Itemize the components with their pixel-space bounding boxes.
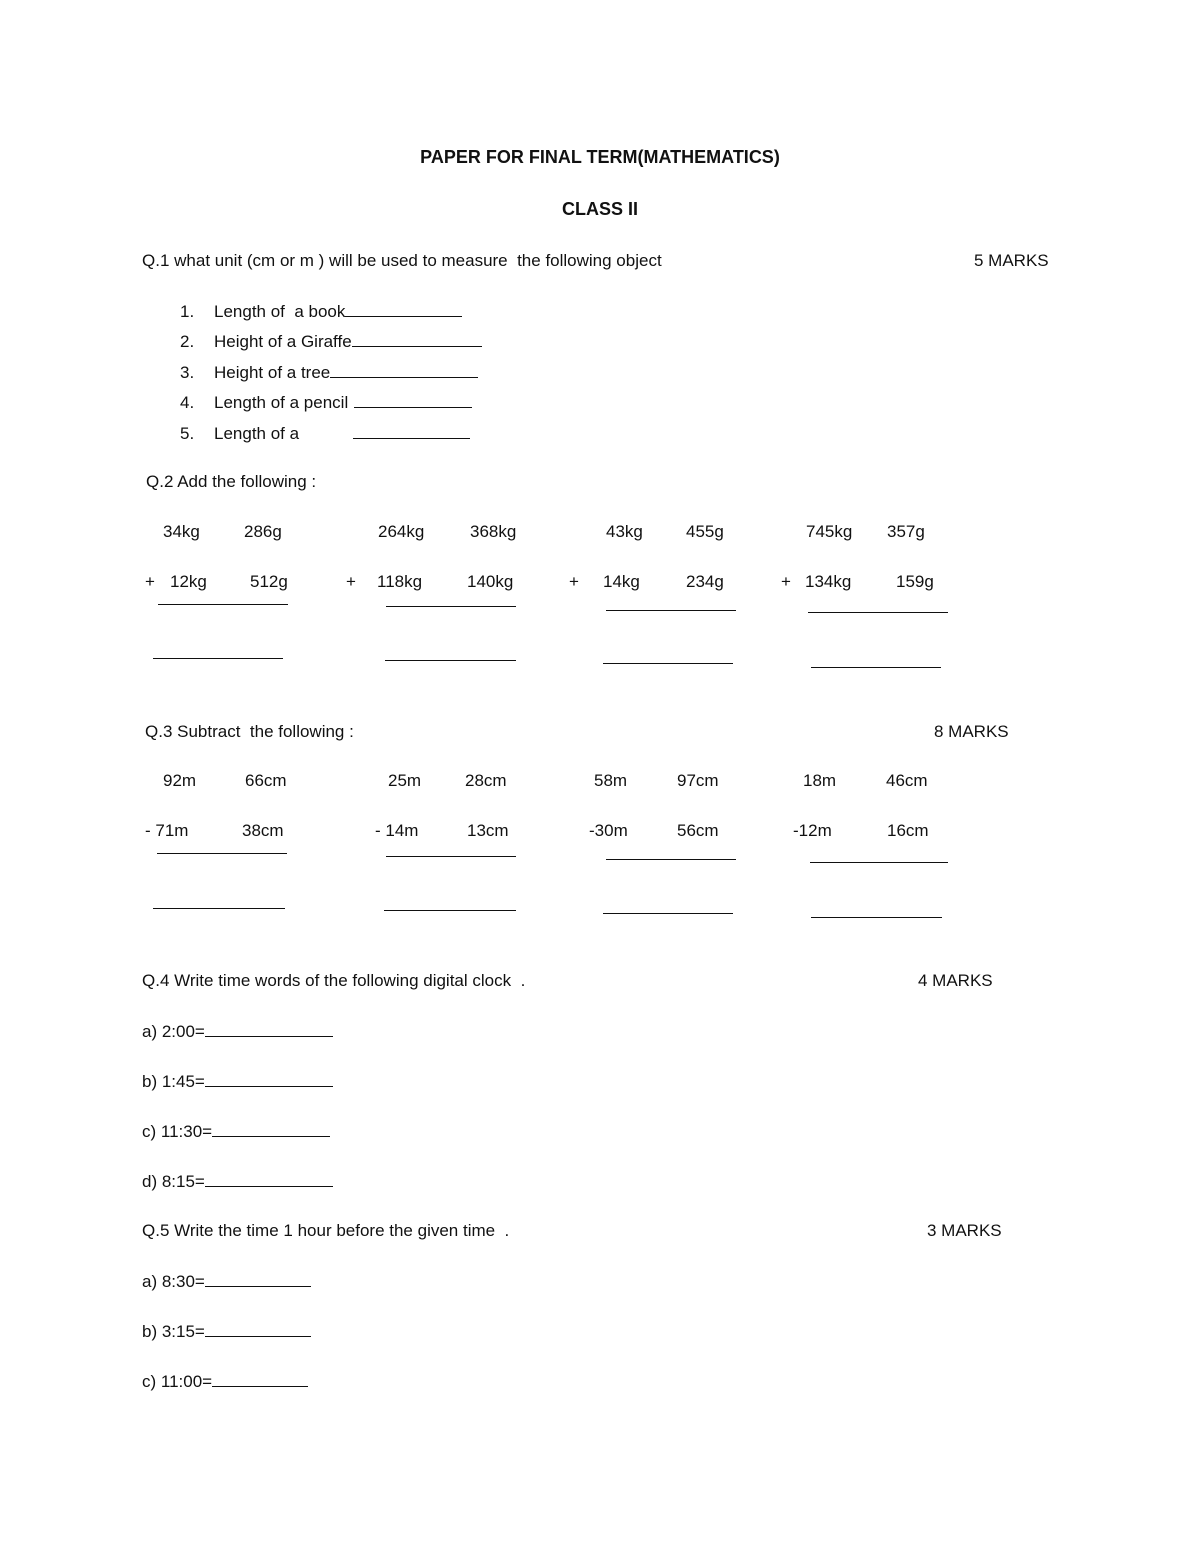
q3-p1-bot-b: 38cm xyxy=(242,821,284,840)
q4-item-text: d) 8:15= xyxy=(142,1172,205,1191)
q2-p4-bot-b: 159g xyxy=(896,572,934,591)
answer-blank[interactable] xyxy=(205,1320,311,1337)
q4-label: Q.4 xyxy=(142,971,170,990)
q3-p4-bot-a: -12m xyxy=(793,821,832,840)
q2-text: Add the following : xyxy=(173,472,317,491)
sum-line xyxy=(606,610,736,611)
q4-item xyxy=(142,1070,333,1093)
answer-line[interactable] xyxy=(603,913,733,914)
answer-blank[interactable] xyxy=(330,361,478,378)
q1-item-text: Length of a xyxy=(214,424,300,443)
sum-line xyxy=(808,612,948,613)
answer-line[interactable] xyxy=(811,917,942,918)
q2-p3-bot-b: 234g xyxy=(686,572,724,591)
answer-blank[interactable] xyxy=(205,1170,333,1187)
q3-p4-top-b: 46cm xyxy=(886,771,928,790)
answer-blank[interactable] xyxy=(345,300,462,317)
q2-p4-top-b: 357g xyxy=(887,522,925,541)
q5-item xyxy=(142,1370,308,1393)
difference-line xyxy=(606,859,736,860)
q2-p1-bot-b: 512g xyxy=(250,572,288,591)
q1-item-num: 5. xyxy=(180,424,195,443)
q1-item xyxy=(180,300,462,323)
answer-blank[interactable] xyxy=(212,1120,330,1137)
q4-heading xyxy=(142,970,525,992)
q2-p2-bot-a: 118kg xyxy=(377,572,423,591)
q3-p4-bot-b: 16cm xyxy=(887,821,929,840)
q2-p3-bot-a: 14kg xyxy=(603,572,640,591)
q2-p4-bot-a: 134kg xyxy=(805,572,852,591)
q1-item-num: 3. xyxy=(180,363,195,382)
q5-marks: 3 MARKS xyxy=(927,1221,1002,1240)
q4-item xyxy=(142,1170,333,1193)
answer-blank[interactable] xyxy=(352,330,482,347)
answer-blank[interactable] xyxy=(205,1020,333,1037)
q1-item-text: Length of a pencil xyxy=(214,393,349,412)
q5-text: Write the time 1 hour before the given time . xyxy=(169,1221,510,1240)
q2-p3-top-b: 455g xyxy=(686,522,724,541)
q1-item xyxy=(180,330,482,353)
q5-item-text: b) 3:15= xyxy=(142,1322,205,1341)
sum-line xyxy=(158,604,288,605)
q4-item xyxy=(142,1020,333,1043)
q3-marks: 8 MARKS xyxy=(934,722,1009,741)
q2-p2-top-a: 264kg xyxy=(378,522,425,541)
q5-heading xyxy=(142,1220,509,1242)
q1-heading xyxy=(142,250,662,272)
difference-line xyxy=(386,856,516,857)
q2-label: Q.2 xyxy=(146,472,174,491)
q2-p1-bot-a: 12kg xyxy=(170,572,207,591)
q4-text: Write time words of the following digital clock . xyxy=(169,971,526,990)
answer-blank[interactable] xyxy=(354,391,472,408)
q4-item-text: b) 1:45= xyxy=(142,1072,205,1091)
q2-heading xyxy=(146,471,316,493)
q2-p4-op: + xyxy=(781,572,791,591)
answer-line[interactable] xyxy=(384,910,516,911)
answer-blank[interactable] xyxy=(205,1270,311,1287)
q3-p2-top-b: 28cm xyxy=(465,771,507,790)
class-label: CLASS II xyxy=(561,199,638,219)
q3-text: Subtract the following : xyxy=(172,722,354,741)
q3-p3-top-b: 97cm xyxy=(677,771,719,790)
q2-p2-top-b: 368kg xyxy=(470,522,517,541)
q3-p1-top-b: 66cm xyxy=(245,771,287,790)
answer-line[interactable] xyxy=(153,908,285,909)
q3-p4-top-a: 18m xyxy=(803,771,837,790)
q5-item xyxy=(142,1320,311,1343)
q4-marks: 4 MARKS xyxy=(918,971,993,990)
q3-heading xyxy=(145,721,354,743)
q4-item-text: a) 2:00= xyxy=(142,1022,205,1041)
q1-item-text: Length of a book xyxy=(214,302,346,321)
q1-item-num: 4. xyxy=(180,393,195,412)
q5-label: Q.5 xyxy=(142,1221,170,1240)
answer-line[interactable] xyxy=(811,667,941,668)
answer-line[interactable] xyxy=(385,660,516,661)
page-title: PAPER FOR FINAL TERM(MATHEMATICS) xyxy=(420,147,780,167)
q2-p3-top-a: 43kg xyxy=(606,522,643,541)
q4-item-text: c) 11:30= xyxy=(142,1122,213,1141)
sum-line xyxy=(386,606,516,607)
q2-p3-op: + xyxy=(569,572,579,591)
q4-item xyxy=(142,1120,330,1143)
q3-p3-bot-b: 56cm xyxy=(677,821,719,840)
q1-text: what unit (cm or m ) will be used to measure the following object xyxy=(169,251,662,270)
q1-item-num: 2. xyxy=(180,332,195,351)
q5-item-text: c) 11:00= xyxy=(142,1372,213,1391)
q2-p1-top-a: 34kg xyxy=(163,522,200,541)
q2-p2-op: + xyxy=(346,572,356,591)
q5-item xyxy=(142,1270,311,1293)
q2-p2-bot-b: 140kg xyxy=(467,572,514,591)
q3-p2-bot-b: 13cm xyxy=(467,821,509,840)
q1-item xyxy=(180,422,470,445)
q3-label: Q.3 xyxy=(145,722,173,741)
q3-p2-top-a: 25m xyxy=(388,771,422,790)
q3-p1-top-a: 92m xyxy=(163,771,197,790)
answer-blank[interactable] xyxy=(212,1370,308,1387)
q1-item xyxy=(180,361,478,384)
q3-p2-bot-a: - 14m xyxy=(375,821,419,840)
q3-p1-bot-a: - 71m xyxy=(145,821,189,840)
difference-line xyxy=(810,862,948,863)
q2-p4-top-a: 745kg xyxy=(806,522,853,541)
q3-p3-top-a: 58m xyxy=(594,771,628,790)
q1-item-text: Height of a tree xyxy=(214,363,331,382)
q1-item xyxy=(180,391,472,414)
q2-p1-top-b: 286g xyxy=(244,522,282,541)
answer-line[interactable] xyxy=(153,658,283,659)
difference-line xyxy=(157,853,287,854)
answer-blank[interactable] xyxy=(205,1070,333,1087)
q5-item-text: a) 8:30= xyxy=(142,1272,205,1291)
q1-label: Q.1 xyxy=(142,251,170,270)
q1-marks: 5 MARKS xyxy=(974,251,1049,270)
q1-item-text: Height of a Giraffe xyxy=(214,332,352,351)
q1-item-num: 1. xyxy=(180,302,195,321)
answer-line[interactable] xyxy=(603,663,733,664)
answer-blank[interactable] xyxy=(353,422,470,439)
q3-p3-bot-a: -30m xyxy=(589,821,628,840)
q2-p1-op: + xyxy=(145,572,155,591)
